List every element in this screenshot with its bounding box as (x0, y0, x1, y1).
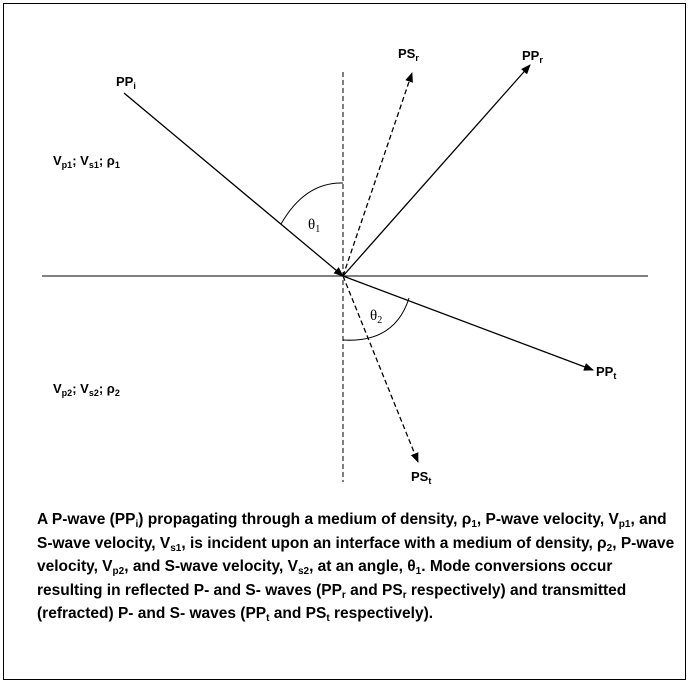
caption-text: , at an angle, θ (309, 558, 416, 575)
label-theta2: $\theta_2$ (370, 308, 383, 326)
caption-text: respectively). (329, 605, 434, 622)
caption-subscript: t (266, 613, 270, 624)
caption-subscript: 1 (471, 519, 477, 530)
caption-subscript: r (341, 589, 346, 601)
label-transmitted-p: $PP_t$ (596, 364, 617, 381)
caption-subscript: t (326, 613, 330, 624)
caption-text: , P-wave velocity, V (37, 534, 675, 575)
caption-subscript: i (135, 519, 139, 530)
caption-subscript: 2 (606, 542, 613, 554)
label-transmitted-s: $PS_t$ (411, 469, 432, 486)
label-medium-upper: $V_{p1}$; $V_{s1}$; $\rho_1$ (53, 153, 120, 170)
caption-subscript: p2 (112, 566, 125, 577)
caption-text: , and S-wave velocity, V (37, 511, 667, 552)
caption-text: , P-wave velocity, V (476, 511, 619, 528)
caption-text: and PS (269, 605, 327, 622)
reflected-s-ray (343, 73, 412, 276)
reflected-p-ray (343, 65, 530, 276)
caption-text: , and S-wave velocity, V (124, 558, 298, 575)
figure-caption (37, 508, 677, 626)
label-reflected-s: $PS_r$ (398, 46, 419, 63)
caption-subscript: p1 (618, 519, 631, 530)
caption-subscript: s2 (297, 566, 310, 577)
caption-text: ) propagating through a medium of density, ρ (138, 511, 472, 528)
caption-text: . Mode conversions occur resulting in reflected P- and S- waves (PP (37, 558, 613, 599)
label-medium-lower: $V_{p2}$; $V_{s2}$; $\rho_2$ (53, 381, 120, 398)
label-incident: $PP_i$ (116, 74, 136, 91)
label-reflected-p: $PP_r$ (522, 48, 543, 65)
caption-text: and PS (345, 581, 403, 599)
caption-subscript: s1 (170, 542, 182, 554)
caption-text: A P-wave (PP (37, 511, 136, 528)
caption-subscript: 1 (415, 566, 422, 577)
caption-subscript: r (402, 589, 407, 601)
incident-ray (124, 93, 343, 276)
caption-text: , is incident upon an interface with a medium of density, ρ (181, 534, 607, 552)
label-theta1: $\theta_1$ (308, 217, 321, 235)
caption-text: respectively) and transmitted (refracted) P- and S- waves (PP (37, 581, 627, 622)
